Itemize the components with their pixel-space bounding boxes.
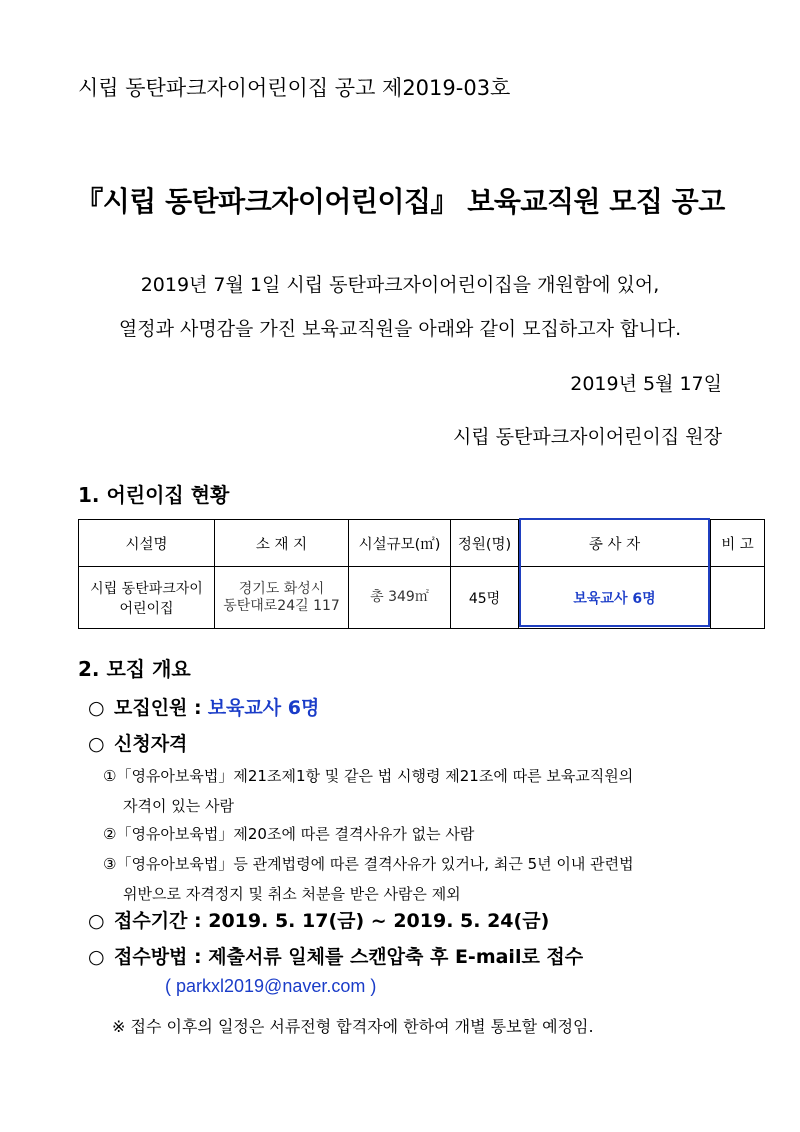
cell-size: 총 349㎡ [349,567,451,629]
address-line-2: 동탄대로24길 117 [223,597,340,614]
section-1-heading: 1. 어린이집 현황 [78,483,230,507]
qualification-3: ③「영유아보육법」등 관계법령에 따른 결격사유가 있거나, 최근 5년 이내 관련법 [103,855,634,873]
recruit-value: 보육교사 6명 [207,697,320,719]
recruit-count-item [88,693,319,720]
col-header-address: 소 재 지 [215,520,349,567]
section-2-heading: 2. 모집 개요 [78,657,191,681]
email-address[interactable]: ( parkxl2019@naver.com ) [165,976,377,996]
qualification-2: ②「영유아보육법」제20조에 따른 결격사유가 없는 사람 [103,825,475,843]
bullet-circle-icon: ○ [88,946,105,968]
qualification-3-cont: 위반으로 자격정지 및 취소 처분을 받은 사람은 제외 [123,885,461,903]
bullet-circle-icon: ○ [88,733,105,755]
cell-facility-name [79,567,215,629]
facility-status-table [78,519,765,629]
facility-name-line-1: 시립 동탄파크자이 [90,580,203,597]
cell-capacity: 45명 [451,567,519,629]
page-title: 『시립 동탄파크자이어린이집』 보육교직원 모집 공고 [75,185,725,218]
qualification-1-cont: 자격이 있는 사람 [123,797,234,815]
facility-name-line-2: 어린이집 [119,600,174,617]
cell-staff: 보육교사 6명 [519,567,711,629]
table-header-row [79,520,765,567]
address-line-1: 경기도 화성시 [238,580,325,597]
bullet-circle-icon: ○ [88,910,105,932]
period-item [88,906,549,933]
recruit-label: 모집인원 : [114,697,202,719]
col-header-name: 시설명 [79,520,215,567]
notice-date: 2019년 5월 17일 [570,373,722,395]
col-header-size: 시설규모(㎡) [349,520,451,567]
footnote: ※ 접수 이후의 일정은 서류전형 합격자에 한하여 개별 통보할 예정임. [112,1017,594,1036]
notice-number: 시립 동탄파크자이어린이집 공고 제2019-03호 [78,76,511,100]
table-row [79,567,765,629]
col-header-remarks: 비 고 [711,520,765,567]
intro-line-2: 열정과 사명감을 가진 보육교직원을 아래와 같이 모집하고자 합니다. [118,318,682,340]
period-text: 접수기간 : 2019. 5. 17(금) ~ 2019. 5. 24(금) [114,910,550,932]
qualification-item [88,729,187,756]
qualification-label: 신청자격 [114,733,188,755]
col-header-staff: 종 사 자 [519,520,711,567]
bullet-circle-icon: ○ [88,697,105,719]
cell-address [215,567,349,629]
qualification-1: ①「영유아보육법」제21조제1항 및 같은 법 시행령 제21조에 따른 보육교직원의 [103,767,634,785]
method-text: 접수방법 : 제출서류 일체를 스캔압축 후 E-mail로 접수 [114,946,584,968]
signature: 시립 동탄파크자이어린이집 원장 [452,426,722,448]
cell-remarks [711,567,765,629]
intro-line-1: 2019년 7월 1일 시립 동탄파크자이어린이집을 개원함에 있어, [140,274,660,296]
col-header-capacity: 정원(명) [451,520,519,567]
method-item [88,942,583,969]
